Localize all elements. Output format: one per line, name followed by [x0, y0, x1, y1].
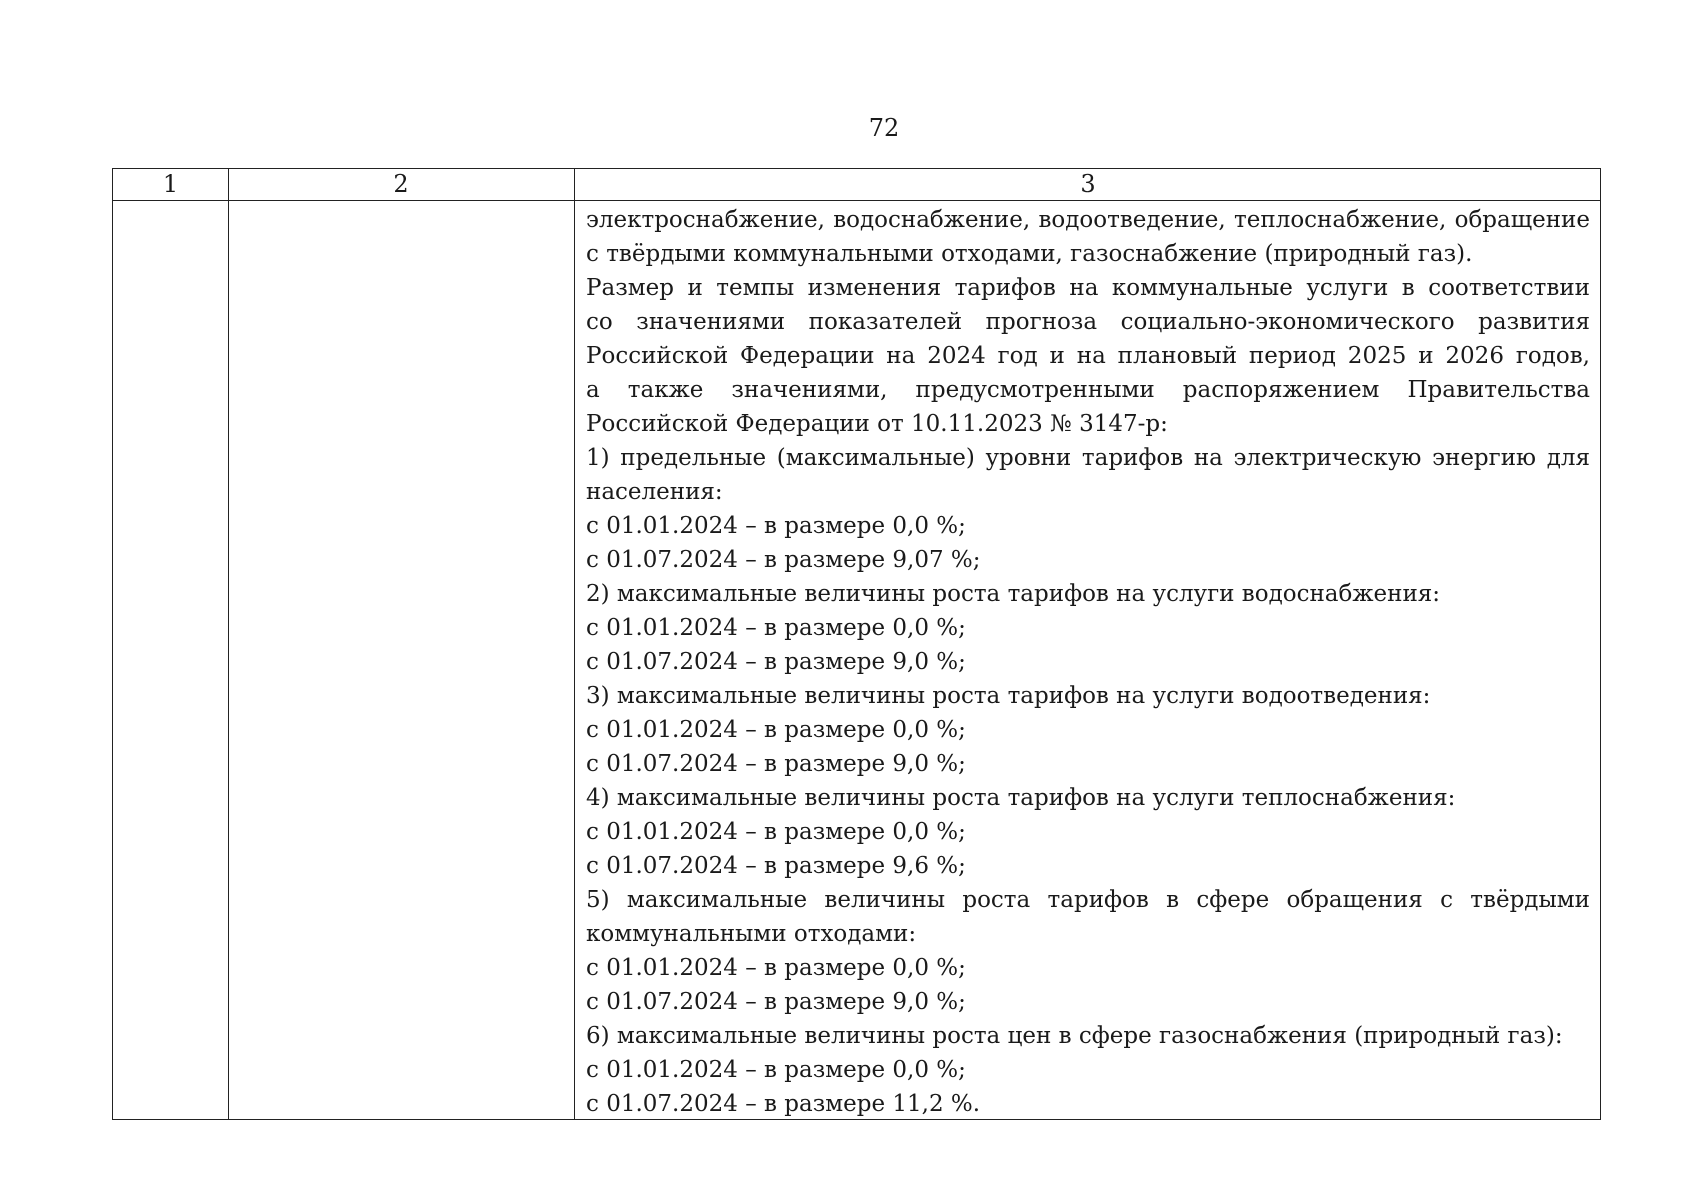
text-line: а также значениями, предусмотренными распоряжением Правительства [586, 377, 1590, 403]
column-header-1: 1 [162, 170, 179, 198]
text-line: 5) максимальные величины роста тарифов в сфере обращения с твёрдыми [586, 887, 1590, 913]
text-line: с 01.01.2024 – в размере 0,0 %; [586, 717, 966, 743]
text-line: 1) предельные (максимальные) уровни тарифов на электрическую энергию для [586, 445, 1590, 471]
text-line: 2) максимальные величины роста тарифов на услуги водоснабжения: [586, 581, 1441, 607]
page-number: 72 [868, 114, 900, 142]
text-line: с 01.01.2024 – в размере 0,0 %; [586, 819, 966, 845]
text-line: 6) максимальные величины роста цен в сфере газоснабжения (природный газ): [586, 1023, 1563, 1049]
text-line: с 01.07.2024 – в размере 9,6 %; [586, 853, 966, 879]
header-divider [113, 200, 1600, 201]
column-header-3: 3 [1080, 170, 1096, 198]
text-line: Российской Федерации на 2024 год и на плановый период 2025 и 2026 годов, [586, 343, 1590, 369]
column-divider-2 [574, 169, 575, 1119]
text-line: со значениями показателей прогноза социально-экономического развития [586, 309, 1590, 335]
text-line: с 01.01.2024 – в размере 0,0 %; [586, 615, 966, 641]
text-line: 4) максимальные величины роста тарифов на услуги теплоснабжения: [586, 785, 1456, 811]
column-divider-1 [228, 169, 229, 1119]
text-line: с 01.07.2024 – в размере 9,0 %; [586, 989, 966, 1015]
text-line: электроснабжение, водоснабжение, водоотведение, теплоснабжение, обращение [586, 207, 1590, 233]
text-line: коммунальными отходами: [586, 921, 917, 947]
document-table [112, 168, 1601, 1120]
text-line: с 01.07.2024 – в размере 9,07 %; [586, 547, 981, 573]
text-line: 3) максимальные величины роста тарифов на услуги водоотведения: [586, 683, 1431, 709]
column-3-content [586, 203, 1590, 1121]
column-header-2: 2 [393, 170, 409, 198]
text-line: с 01.07.2024 – в размере 9,0 %; [586, 751, 966, 777]
text-line: Размер и темпы изменения тарифов на коммунальные услуги в соответствии [586, 275, 1590, 301]
text-line: населения: [586, 479, 723, 505]
text-line: с 01.01.2024 – в размере 0,0 %; [586, 513, 966, 539]
text-line: с 01.01.2024 – в размере 0,0 %; [586, 955, 966, 981]
text-line: с твёрдыми коммунальными отходами, газоснабжение (природный газ). [586, 241, 1473, 267]
text-line: Российской Федерации от 10.11.2023 № 3147-р: [586, 411, 1168, 437]
text-line: с 01.01.2024 – в размере 0,0 %; [586, 1057, 966, 1083]
text-line: с 01.07.2024 – в размере 9,0 %; [586, 649, 966, 675]
text-line: с 01.07.2024 – в размере 11,2 %. [586, 1091, 981, 1117]
